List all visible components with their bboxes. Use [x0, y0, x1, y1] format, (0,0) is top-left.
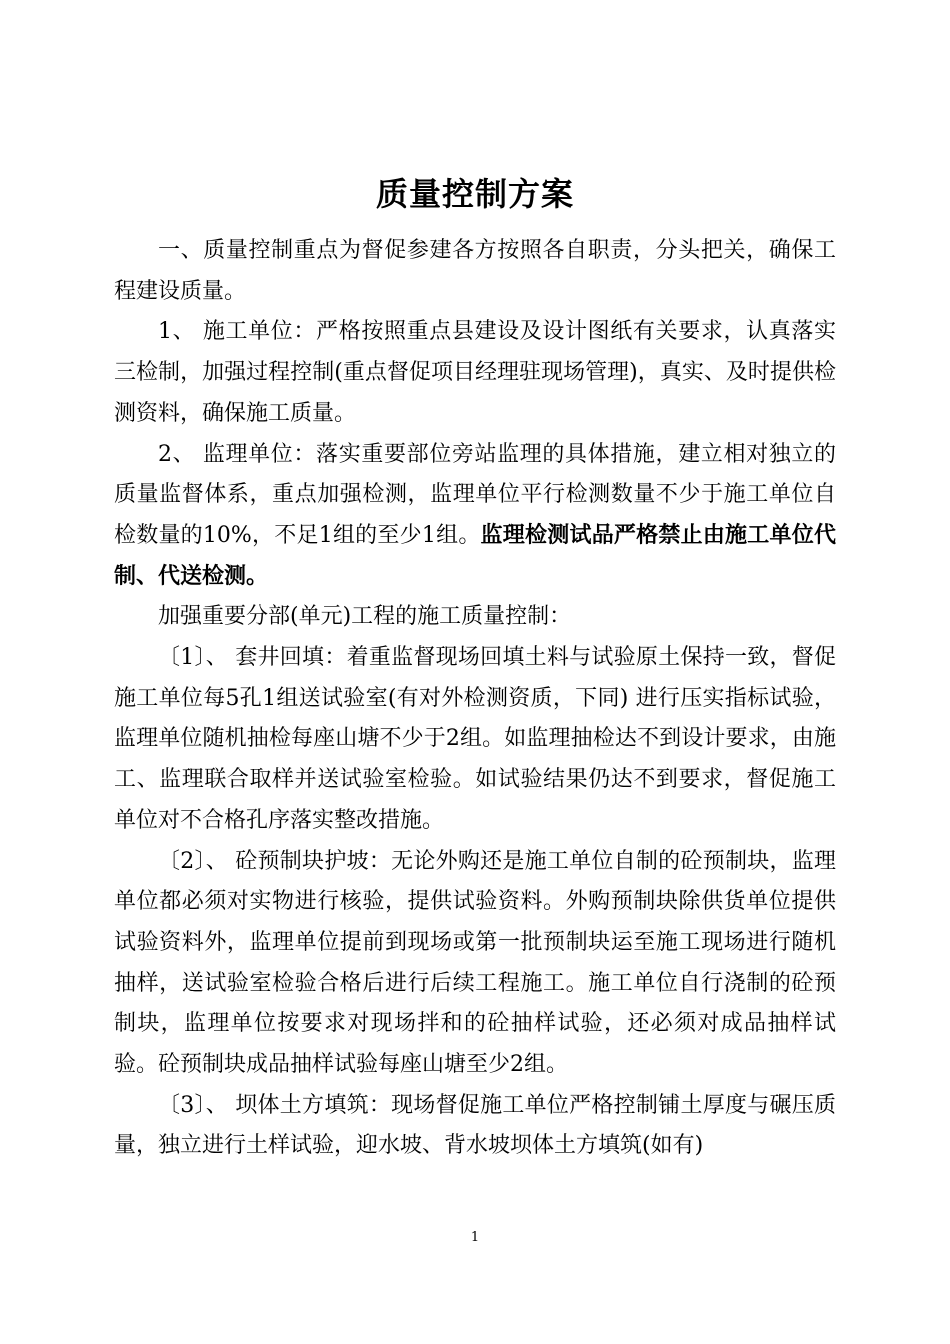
page-number: 1	[470, 1230, 480, 1245]
document-body	[114, 231, 836, 1167]
paragraph-3-bold-text: 监理检测试品严格禁止由施工单位代制、代送检测。	[114, 522, 836, 589]
paragraph-3	[114, 435, 836, 598]
paragraph-6: 〔2〕、 砼预制块护坡：无论外购还是施工单位自制的砼预制块，监理单位都必须对实物进行核验，提供试验资料。外购预制块除供货单位提供试验资料外，监理单位提前到现场或第一批预制块运至施工现场进行随机抽样，送试验室检验合格后进行后续工程施工。施工单位自行浇制的砼预制块，监理单位按要求对现场拌和的砼抽样试验，还必须对成品抽样试验。砼预制块成品抽样试验每座山塘至少2组。	[114, 848, 836, 1078]
paragraph-2: 1、 施工单位：严格按照重点县建设及设计图纸有关要求，认真落实三检制，加强过程控制(重点督促项目经理驻现场管理)，真实、及时提供检测资料，确保施工质量。	[114, 319, 836, 426]
paragraph-3-text: 2、 监理单位：落实重要部位旁站监理的具体措施，建立相对独立的质量监督体系，重点加强检测，监理单位平行检测数量不少于施工单位自检数量的10%，不足1组的至少1组。	[114, 441, 836, 548]
document-title: 质量控制方案	[375, 175, 574, 213]
paragraph-5: 〔1〕、 套井回填：着重监督现场回填土料与试验原土保持一致，督促施工单位每5孔1组送试验室(有对外检测资质，下同) 进行压实指标试验，监理单位随机抽检每座山塘不少于2组。如监理抽检达不到设计要求，由施工、监理联合取样并送试验室检验。如试验结果仍达不到要求，督促施工单位对不合格孔序落实整改措施。	[114, 645, 836, 833]
paragraph-4: 加强重要分部(单元)工程的施工质量控制：	[158, 604, 572, 630]
paragraph-7: 〔3〕、 坝体土方填筑：现场督促施工单位严格控制铺土厚度与碾压质量，独立进行土样试验，迎水坡、背水坡坝体土方填筑(如有)	[114, 1092, 836, 1159]
paragraph-1: 一、质量控制重点为督促参建各方按照各自职责，分头把关，确保工程建设质量。	[114, 238, 836, 304]
